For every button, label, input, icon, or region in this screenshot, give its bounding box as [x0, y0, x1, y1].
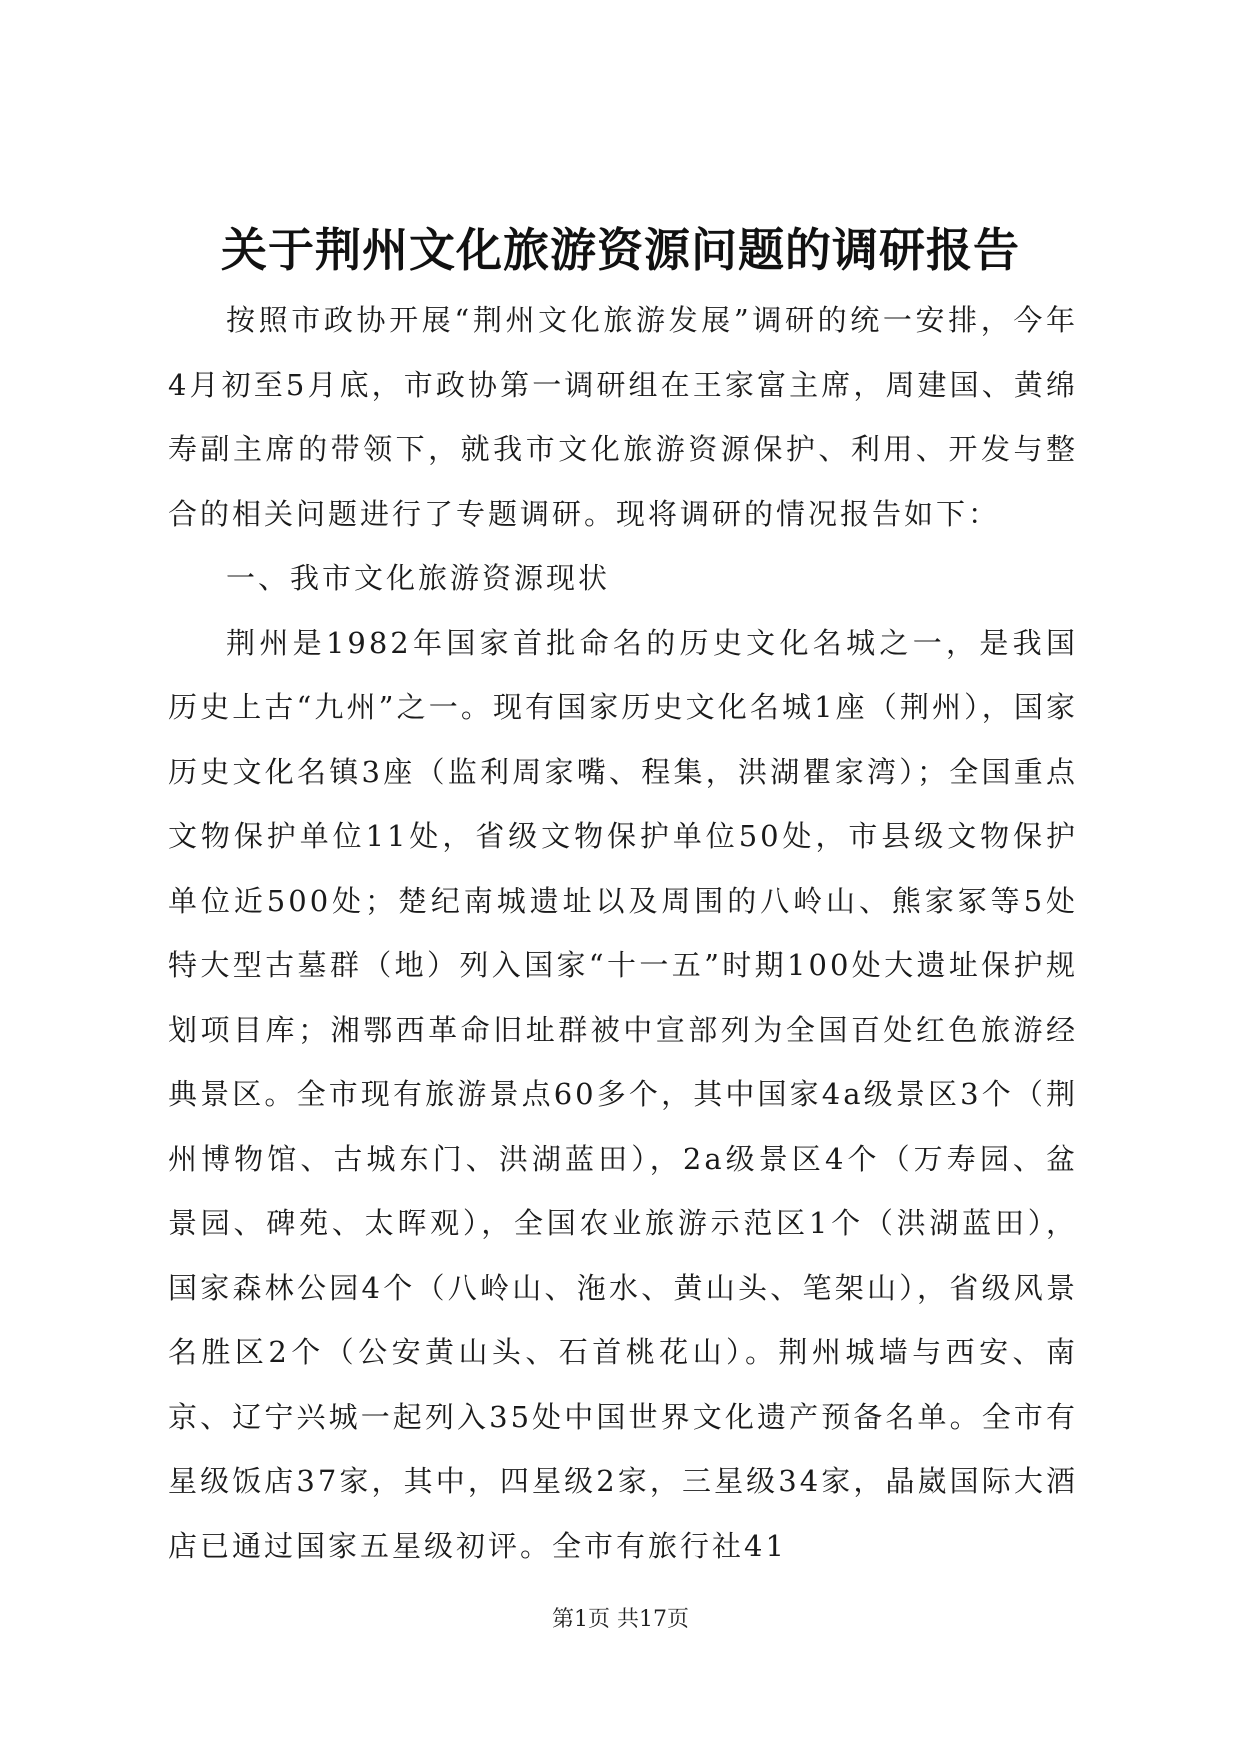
document-body — [168, 288, 1078, 1578]
section-heading: 一、我市文化旅游资源现状 — [226, 561, 611, 595]
paragraph-intro: 按照市政协开展“荆州文化旅游发展”调研的统一安排，今年4月初至5月底，市政协第一调研组在王家富主席，周建国、黄绵寿副主席的带领下，就我市文化旅游资源保护、利用、开发与整合的相关问题进行了专题调研。现将调研的情况报告如下： — [168, 303, 1078, 531]
document-title: 关于荆州文化旅游资源问题的调研报告 — [221, 223, 1020, 277]
page-number-footer: 第1页 共17页 — [552, 1607, 689, 1632]
paragraph-status: 荆州是1982年国家首批命名的历史文化名城之一，是我国历史上古“九州”之一。现有国家历史文化名城1座（荆州），国家历史文化名镇3座（监利周家嘴、程集，洪湖瞿家湾）；全国重点文物保护单位11处，省级文物保护单位50处，市县级文物保护单位近500处；楚纪南城遗址以及周围的八岭山、熊家冢等5处特大型古墓群（地）列入国家“十一五”时期100处大遗址保护规划项目库；湘鄂西革命旧址群被中宣部列为全国百处红色旅游经典景区。全市现有旅游景点60多个，其中国家4a级景区3个（荆州博物馆、古城东门、洪湖蓝田），2a级景区4个（万寿园、盆景园、碑苑、太晖观），全国农业旅游示范区1个（洪湖蓝田），国家森林公园4个（八岭山、沲水、黄山头、笔架山），省级风景名胜区2个（公安黄山头、石首桃花山）。荆州城墙与西安、南京、辽宁兴城一起列入35处中国世界文化遗产预备名单。全市有星级饭店37家，其中，四星级2家，三星级34家，晶崴国际大酒店已通过国家五星级初评。全市有旅行社41 — [168, 625, 1078, 1563]
